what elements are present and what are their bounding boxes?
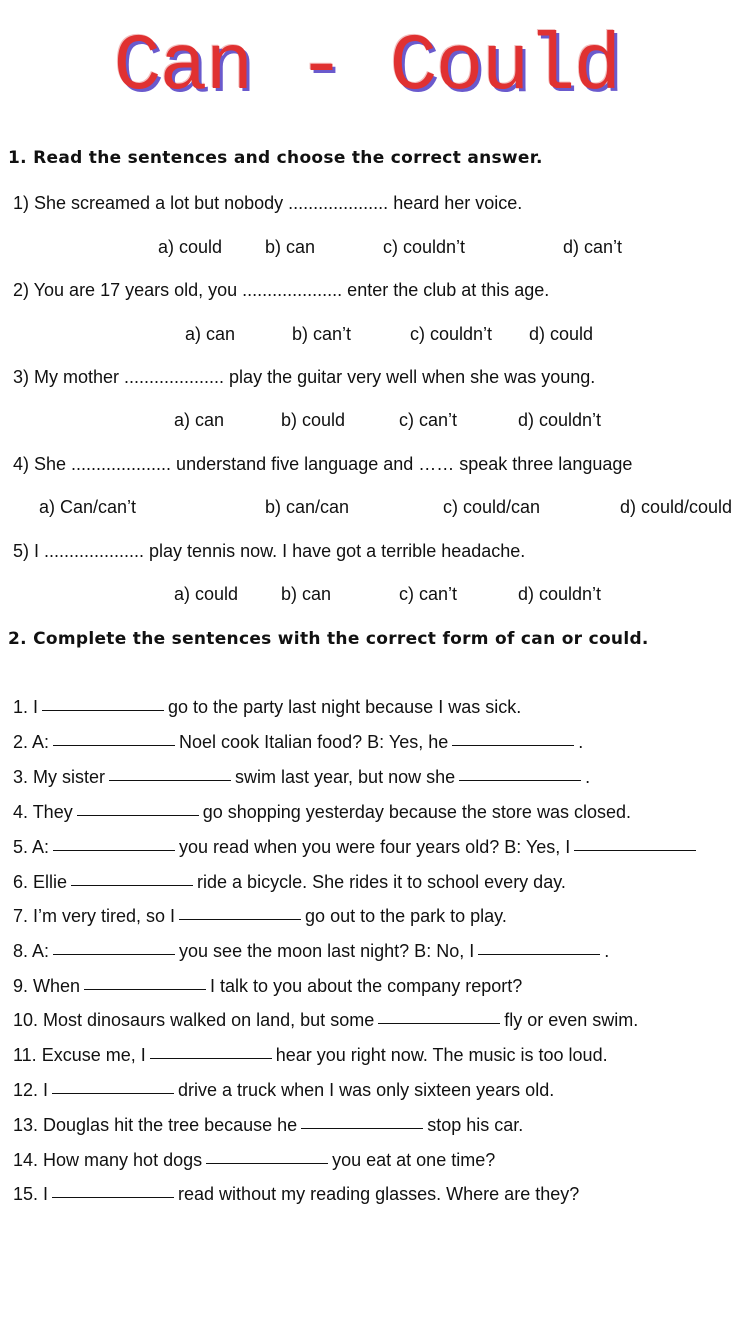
fill-item-7: 7. I’m very tired, so I go out to the park to play.	[13, 906, 507, 926]
fill-item-11: 11. Excuse me, I hear you right now. The music is too loud.	[13, 1045, 608, 1065]
fill-item-12: 12. I drive a truck when I was only sixteen years old.	[13, 1080, 555, 1100]
option[interactable]: a) can	[174, 410, 225, 430]
answer-blank[interactable]	[53, 731, 175, 746]
question-4: 4) She .................... understand five language and …… speak three language	[13, 454, 633, 474]
answer-blank[interactable]	[574, 837, 696, 851]
answer-blank[interactable]	[77, 801, 199, 816]
fill-item-3: 3. My sister swim last year, but now she .	[13, 767, 591, 787]
option[interactable]: a) could	[174, 584, 239, 604]
question-1: 1) She screamed a lot but nobody .................... heard her voice.	[13, 193, 523, 213]
fill-item-1: 1. I go to the party last night because I was sick.	[13, 697, 522, 717]
fill-item-2: 2. A: Noel cook Italian food? B: Yes, he .	[13, 732, 584, 752]
question-5: 5) I .................... play tennis now. I have got a terrible headache.	[13, 541, 526, 561]
option[interactable]: b) can	[265, 237, 316, 257]
option[interactable]: c) can’t	[399, 410, 458, 430]
section2-heading: 2. Complete the sentences with the correct form of can or could.	[8, 629, 649, 649]
fill-item-4: 4. They go shopping yesterday because the store was closed.	[13, 802, 631, 822]
option[interactable]: b) could	[281, 410, 346, 430]
option[interactable]: c) can’t	[399, 584, 458, 604]
answer-blank[interactable]	[52, 1079, 174, 1094]
option[interactable]: c) could/can	[443, 497, 541, 517]
answer-blank[interactable]	[206, 1149, 328, 1164]
answer-blank[interactable]	[150, 1044, 272, 1059]
fill-item-15: 15. I read without my reading glasses. Where are they?	[13, 1184, 580, 1204]
answer-blank[interactable]	[53, 837, 175, 851]
fill-item-8: 8. A: you see the moon last night? B: No, I .	[13, 941, 610, 961]
answer-blank[interactable]	[459, 766, 581, 781]
fill-item-13: 13. Douglas hit the tree because he stop his car.	[13, 1115, 524, 1135]
answer-blank[interactable]	[478, 940, 600, 955]
answer-blank[interactable]	[53, 940, 175, 955]
worksheet-title: Can - Could	[113, 22, 620, 113]
question-3: 3) My mother .................... play the guitar very well when she was young.	[13, 367, 596, 387]
fill-item-6: 6. Ellie ride a bicycle. She rides it to school every day.	[13, 872, 566, 892]
option[interactable]: a) can	[185, 324, 236, 344]
fill-item-9: 9. When I talk to you about the company report?	[13, 976, 523, 996]
answer-blank[interactable]	[52, 1183, 174, 1198]
option[interactable]: b) can’t	[292, 324, 352, 344]
fill-item-14: 14. How many hot dogs you eat at one time?	[13, 1150, 496, 1170]
answer-blank[interactable]	[452, 731, 574, 746]
answer-blank[interactable]	[109, 766, 231, 781]
answer-blank[interactable]	[378, 1009, 500, 1024]
answer-blank[interactable]	[42, 696, 164, 711]
option[interactable]: c) couldn’t	[383, 237, 466, 257]
fill-item-10: 10. Most dinosaurs walked on land, but some fly or even swim.	[13, 1010, 639, 1030]
option[interactable]: b) can	[281, 584, 332, 604]
answer-blank[interactable]	[71, 871, 193, 886]
answer-blank[interactable]	[84, 975, 206, 990]
answer-blank[interactable]	[301, 1114, 423, 1129]
section1-heading: 1. Read the sentences and choose the correct answer.	[8, 148, 543, 168]
option[interactable]: b) can/can	[265, 497, 350, 517]
answer-blank[interactable]	[179, 905, 301, 920]
option[interactable]: d) could/could	[620, 497, 733, 517]
option[interactable]: d) could	[529, 324, 594, 344]
option[interactable]: a) could	[158, 237, 223, 257]
option[interactable]: d) couldn’t	[518, 584, 602, 604]
question-2: 2) You are 17 years old, you .................... enter the club at this age.	[13, 280, 550, 300]
option[interactable]: a) Can/can’t	[39, 497, 137, 517]
option[interactable]: d) couldn’t	[518, 410, 602, 430]
option[interactable]: c) couldn’t	[410, 324, 493, 344]
option[interactable]: d) can’t	[563, 237, 623, 257]
fill-item-5: 5. A: you read when you were four years old? B: Yes, I	[13, 837, 733, 858]
